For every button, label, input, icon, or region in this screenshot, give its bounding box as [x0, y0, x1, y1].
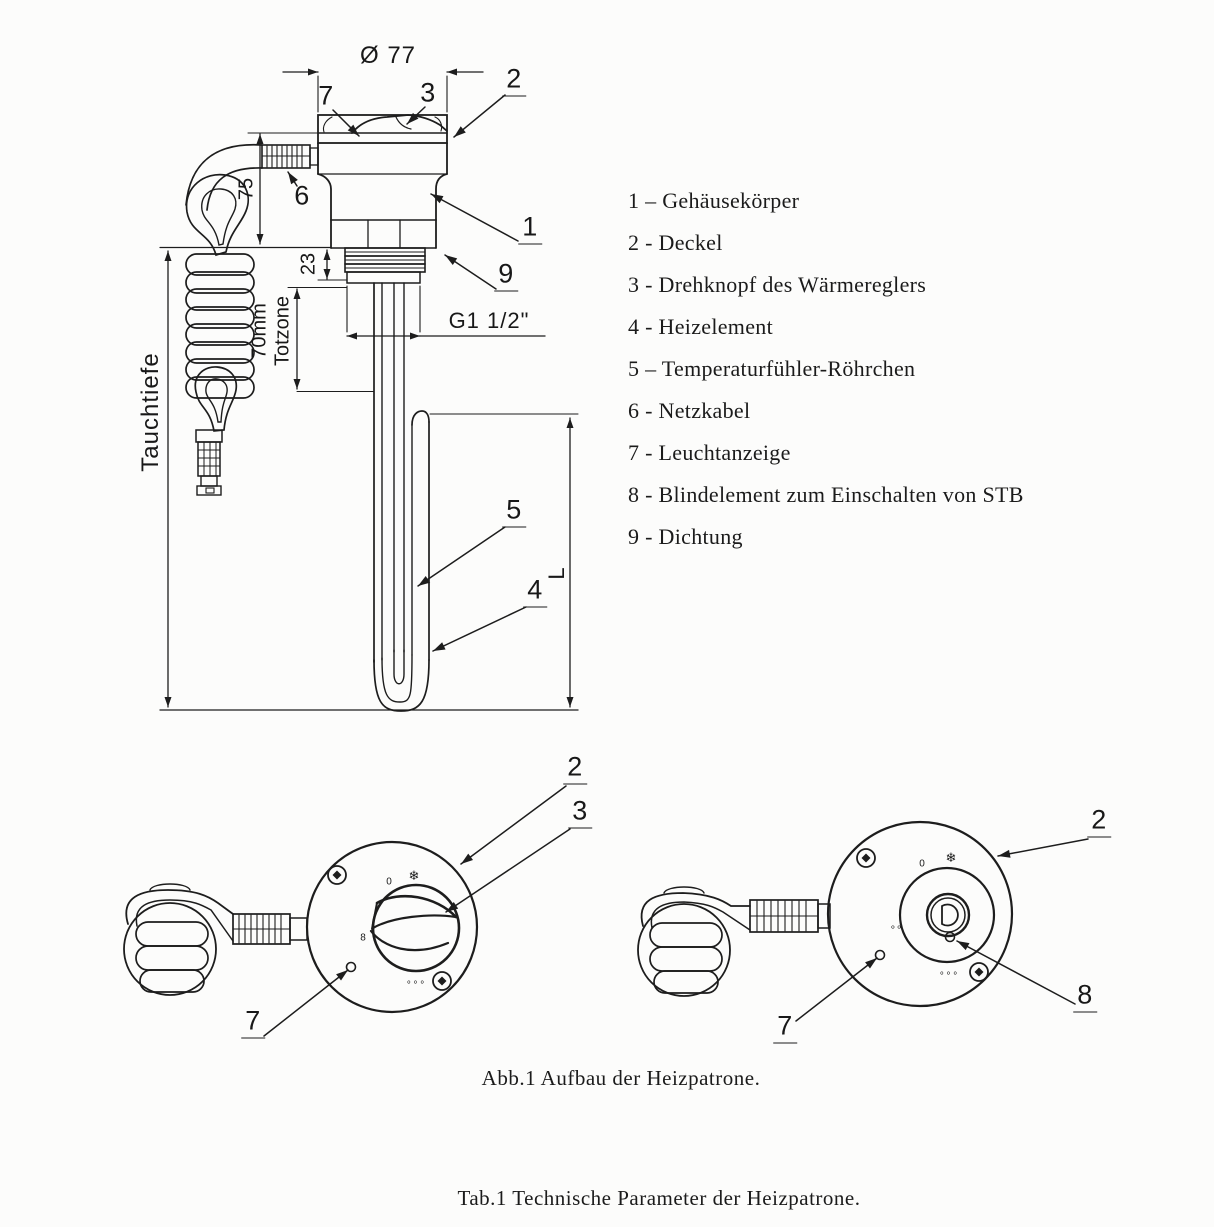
callout-8-blind-view: 8: [1073, 980, 1097, 1013]
callout-3-knob-view: 3: [568, 796, 592, 829]
zero-mark-knob-view: 0: [386, 876, 392, 888]
callout-3-main: 3: [420, 77, 436, 108]
dim-immersion-depth: Tauchtiefe: [137, 352, 164, 472]
callout-7-knob-view: 7: [241, 1006, 265, 1039]
legend-item-7: 7 - Leuchtanzeige: [628, 440, 791, 465]
scale-mark-blind-view: ∘∘: [889, 922, 903, 934]
figure-caption: Abb.1 Aufbau der Heizpatrone.: [481, 1066, 761, 1090]
legend-item-4: 4 - Heizelement: [628, 314, 773, 339]
dim-deadzone-value: 70mm: [248, 303, 271, 359]
callout-2-main: 2: [502, 64, 526, 97]
dots-mark-blind-view: ∘∘∘: [939, 967, 959, 978]
dim-thread-spec: G1 1/2": [448, 308, 530, 333]
legend-item-1: 1 – Gehäusekörper: [628, 188, 800, 213]
zero-mark-blind-view: 0: [919, 858, 925, 870]
callout-6-main: 6: [294, 180, 310, 211]
callout-2-blind-view: 2: [1087, 805, 1111, 838]
legend-item-9: 9 - Dichtung: [628, 524, 743, 549]
scale-mark-knob-view: 8: [360, 932, 366, 944]
legend-item-5: 5 – Temperaturfühler-Röhrchen: [628, 356, 916, 381]
legend-item-6: 6 - Netzkabel: [628, 398, 751, 423]
callout-1-main: 1: [518, 212, 542, 245]
table-caption: Tab.1 Technische Parameter der Heizpatrone.: [457, 1186, 861, 1210]
legend-item-8: 8 - Blindelement zum Einschalten von STB: [628, 482, 1024, 507]
knob-view-linework: [124, 786, 570, 1036]
dim-element-length: L: [544, 566, 569, 580]
legend-item-3: 3 - Drehknopf des Wärmereglers: [628, 272, 927, 297]
frost-symbol-knob-view: ❄: [408, 868, 420, 883]
callout-2-knob-view: 2: [563, 752, 587, 785]
main-view-linework: [160, 72, 578, 711]
dim-thread-height: 23: [297, 252, 320, 276]
callout-7-blind-view: 7: [773, 1011, 797, 1044]
parts-legend: [628, 180, 1098, 558]
dim-diameter: Ø 77: [359, 42, 417, 69]
frost-symbol-blind-view: ❄: [945, 850, 957, 865]
legend-item-2: 2 - Deckel: [628, 230, 723, 255]
callout-5-main: 5: [502, 495, 526, 528]
dim-cable-height: 75: [235, 177, 258, 201]
dim-deadzone-label: Totzone: [271, 295, 294, 367]
blind-view-linework: [638, 822, 1088, 1021]
callout-4-main: 4: [523, 575, 547, 608]
dots-mark-knob-view: ∘∘∘: [406, 976, 426, 987]
callout-9-main: 9: [494, 259, 518, 292]
callout-7-main: 7: [318, 80, 334, 111]
